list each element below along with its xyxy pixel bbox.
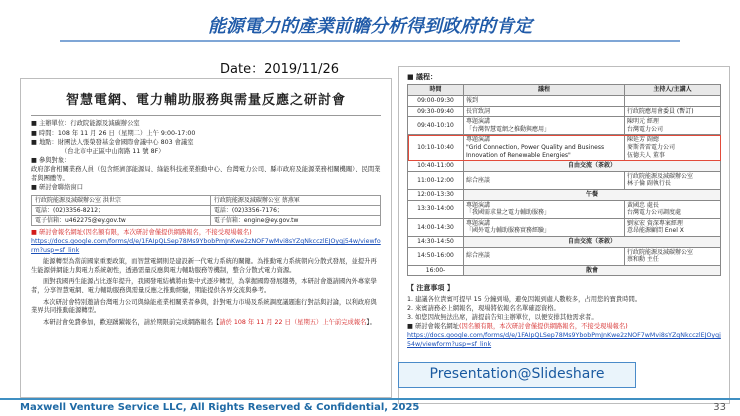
intro-paragraph-1: 能源轉型為當前國家重要政策，而智慧電網則是建設新一代電力系統的關鍵。為推動電力系統朝向分散式發展，並提升再生能源併網能力與電力系統韌性，透過需量反應與電力輔助服務等機制，整合分散式電力資源。: [31, 258, 377, 274]
agenda-topic: 長官致詞: [464, 106, 625, 117]
contact-table: [31, 195, 381, 227]
agenda-time: 12:00-13:30: [408, 189, 464, 200]
slide-footer: [0, 398, 740, 416]
agenda-time: 14:00-14:30: [408, 218, 464, 236]
agenda-heading: ■ 議程：: [407, 73, 438, 81]
agenda-topic: 專題演講 「國外電力輔助服務實務經驗」: [464, 218, 625, 236]
agenda-topic: 報到: [464, 96, 625, 107]
agenda-time: 14:30-14:50: [408, 236, 464, 247]
agenda-speaker: 陳明元 經理 台灣電力公司: [625, 117, 721, 135]
contact-cell: 電子信箱：engine@ey.gov.tw: [210, 216, 380, 226]
registration-link[interactable]: https://docs.google.com/forms/d/e/1FAIpQLSep78Ms9YbobPmJnKwe2zNOF7wMvi8sYZqNkcczlEJOygj54w/viewform?usp=sf_link: [31, 237, 381, 254]
organizer-line: ■ 主辦單位：行政院能源及減碳辦公室: [31, 120, 140, 127]
agenda-speaker: 行政院能源及減碳辦公室 林子倫 副執行長: [625, 171, 721, 189]
agenda-row: [408, 171, 721, 189]
agenda-speaker: 陳延芳 副總 麥斯普雷電力公司 伍德夫人 董事: [625, 135, 721, 161]
agenda-row: [408, 236, 721, 247]
agenda-topic: 專題演講 「我國需求量之電力輔助服務」: [464, 200, 625, 218]
footer-divider: [0, 398, 740, 400]
page-number: 33: [713, 402, 726, 413]
contact-row: [32, 195, 381, 205]
agenda-table: [407, 84, 721, 276]
seminar-document-title: 智慧電網、電力輔助服務與需量反應之研討會: [65, 93, 346, 108]
contact-cell: 行政院能源及減碳辦公室 洪世宗: [32, 195, 211, 205]
notes-list: [407, 295, 721, 322]
contact-cell: 電話：(02)3356-7176；: [210, 205, 380, 215]
intro-paragraph-2: 面對我國再生能源占比逐年提升，我國發電結構將由集中式逐步轉型，為掌握國際發展趨勢，本研討會邀請國內外專家學者，分享智慧電網、電力輔助服務與需量反應之推動經驗，期能提供各界交流與參考。: [31, 278, 377, 294]
slide-title: 能源電力的產業前瞻分析得到政府的肯定: [208, 16, 532, 37]
notes-item: 2. 來賓請務必上網報名，現場將依報名名單確認資格。: [407, 305, 560, 313]
agenda-time: 09:40-10:10: [408, 117, 464, 135]
slide-date: Date：2019/11/26: [220, 62, 339, 77]
title-divider: [60, 40, 680, 42]
agenda-time: 09:30-09:40: [408, 106, 464, 117]
agenda-row: [408, 135, 721, 161]
agenda-row: [408, 200, 721, 218]
seminar-details: [31, 120, 381, 327]
notes-registration-link[interactable]: https://docs.google.com/forms/d/e/1FAIpQLSep78Ms9YbobPmJnKwe2zNOF7wMvi8sYZqNkcczlEJOygj54w/viewform?usp=sf_link: [407, 332, 721, 349]
agenda-time: 11:00-12:00: [408, 171, 464, 189]
agenda-row: [408, 117, 721, 135]
notes-item: 3. 如您因故無法出席，請提前告知主辦單位，以便安排其他需求者。: [407, 314, 598, 322]
contact-row: [32, 216, 381, 226]
footer-copyright: Maxwell Venture Service LLC, All Rights Reserved & Confidential, 2025: [20, 402, 420, 413]
agenda-time: 09:00-09:30: [408, 96, 464, 107]
registration-heading: ■ 研討會報名網址(因名額有限，本次研討會僅提供網路報名，不接受現場報名): [31, 229, 252, 237]
contact-heading: ■ 研討會聯絡窗口: [31, 184, 84, 192]
agenda-row: [408, 96, 721, 107]
agenda-topic: 綜合座談: [464, 247, 625, 265]
intro-paragraph-3: 本次研討會特別邀請台灣電力公司與綠能產業相關業者參與，針對電力市場及系統調度議題進行對話與討論，以利政府與業界共同推動能源轉型。: [31, 298, 377, 315]
agenda-speaker: [625, 96, 721, 107]
agenda-topic: 專題演講 「台灣智慧電網之推動與應用」: [464, 117, 625, 135]
agenda-row: [408, 106, 721, 117]
audience-text: 政府部會相關業務人員（包含經濟部能源局、綠能科技產業推動中心、台灣電力公司、縣市政府及能源業務相關機關）、民間業者與團體等。: [31, 165, 381, 182]
agenda-speaker: 劉家宏 資深專案經理 意昂能源顧問 Enel X: [625, 218, 721, 236]
slideshare-source-label: Presentation@Slideshare: [398, 362, 636, 388]
agenda-row: [408, 161, 721, 172]
agenda-speaker: 行政院能源及減碳辦公室 蔡和勳 主任: [625, 247, 721, 265]
agenda-time: 10:40-11:00: [408, 161, 464, 172]
agenda-row: [408, 247, 721, 265]
notes-item: 1. 建議各位貴賓可提早 15 分鐘到場，避免因報到處人數較多，占用您的寶貴時間。: [407, 296, 642, 304]
audience-heading: ■ 參與對象：: [31, 157, 71, 165]
agenda-break: 散會: [464, 265, 721, 276]
agenda-speaker: 黃國忠 處長 台灣電力公司調度處: [625, 200, 721, 218]
seminar-document-panel: [20, 78, 392, 398]
contact-row: [32, 205, 381, 215]
intro-paragraph-4: 本研討會免費參加，歡迎踴躍報名，請於期限前完成網路報名【請於 108 年 11 月 22 日（星期五）上午前完成報名】。: [43, 318, 376, 326]
agenda-break: 自由交流（茶敘）: [464, 236, 721, 247]
agenda-time: 16:00-: [408, 265, 464, 276]
document-divider: [31, 115, 381, 116]
notes-heading: 【 注意事項 】: [407, 284, 454, 293]
agenda-row: [408, 189, 721, 200]
time-line: ■ 時間：108 年 11 月 26 日（星期二）上午 9:00-17:00: [31, 129, 196, 137]
agenda-time: 14:50-16:00: [408, 247, 464, 265]
venue-line: ■ 地點：財團法人張榮發基金會國際會議中心 803 會議室: [31, 139, 194, 147]
agenda-time: 10:10-10:40: [408, 135, 464, 161]
contact-cell: 電子信箱：u462275@ey.gov.tw: [32, 216, 211, 226]
notes-registration-label: ■ 研討會報名網址(因名額有限，本次研討會僅提供網路報名，不接受現場報名): [407, 323, 628, 331]
contact-cell: 行政院能源及減碳辦公室 蔡燕軍: [210, 195, 380, 205]
agenda-speaker: 行政院應用會委員 (暫訂): [625, 106, 721, 117]
agenda-row: [408, 265, 721, 276]
agenda-header-speaker: 主持人/主講人: [625, 85, 721, 96]
agenda-topic: 專題演講 "Grid Connection, Power Quality and Business Innovation of Renewable Energies": [464, 135, 625, 161]
venue-address: （台北市中正區中山南路 11 號 8F）: [61, 147, 165, 155]
agenda-time: 13:30-14:00: [408, 200, 464, 218]
agenda-topic: 綜合座談: [464, 171, 625, 189]
notes-section: [407, 284, 721, 349]
contact-cell: 電話：(02)3356-8212；: [32, 205, 211, 215]
agenda-header-time: 時間: [408, 85, 464, 96]
agenda-row: [408, 218, 721, 236]
agenda-break: 午餐: [464, 189, 721, 200]
agenda-break: 自由交流（茶敘）: [464, 161, 721, 172]
agenda-header-topic: 議程: [464, 85, 625, 96]
agenda-panel: [398, 66, 730, 404]
